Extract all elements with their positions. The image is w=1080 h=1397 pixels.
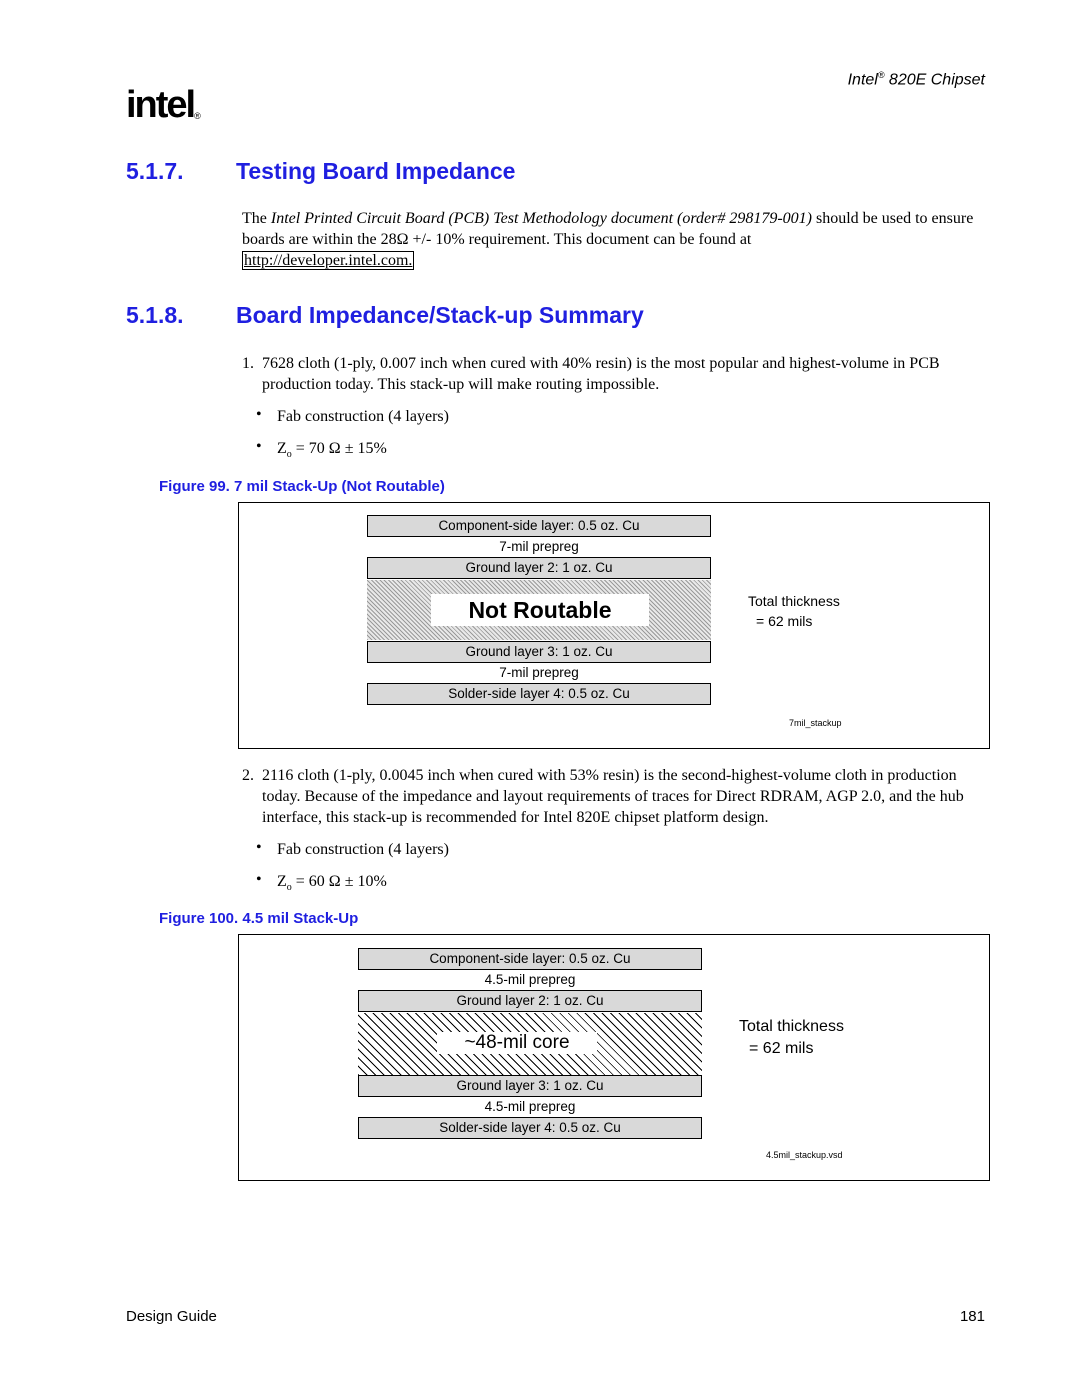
bullet-icon: • bbox=[256, 438, 262, 455]
footer-design-guide: Design Guide bbox=[126, 1308, 217, 1325]
prepreg-layer: 4.5-mil prepreg bbox=[484, 1099, 576, 1114]
total-thickness-label: Total thickness = 62 mils bbox=[739, 1018, 844, 1057]
section-heading-stackup-summary: 5.1.8. Board Impedance/Stack-up Summary bbox=[126, 302, 644, 328]
intel-logo: intel® bbox=[126, 84, 201, 126]
bullet-impedance: $Z_o = 60$ Ω ± 10% bbox=[277, 873, 387, 894]
list-item-1-text: 7628 cloth (1-ply, 0.007 inch when cured with 40% resin) is the most popular and highest-volume in PCB production today. This stack-up will make routing impossible. bbox=[262, 355, 940, 393]
layer-ground-2: Ground layer 2: 1 oz. Cu bbox=[367, 557, 711, 579]
core-label-48mil: ~48-mil core bbox=[437, 1032, 597, 1054]
prepreg-layer: 7-mil prepreg bbox=[499, 665, 579, 680]
developer-link[interactable]: http://developer.intel.com. bbox=[244, 252, 413, 269]
bullet-icon: • bbox=[256, 871, 262, 888]
document-product-header: Intel® 820E Chipset bbox=[847, 70, 985, 89]
list-number-1: 1. bbox=[242, 355, 254, 372]
layer-component-side: Component-side layer: 0.5 oz. Cu bbox=[367, 515, 711, 537]
prepreg-layer: 7-mil prepreg bbox=[499, 539, 579, 554]
prepreg-layer: 4.5-mil prepreg bbox=[484, 972, 576, 987]
bullet-icon: • bbox=[256, 839, 262, 856]
list-number-2: 2. bbox=[242, 767, 254, 784]
list-item-2-text: 2116 cloth (1-ply, 0.0045 inch when cured with 53% resin) is the second-highest-volume cloth in production today. Because of the impedance and layout requirements of traces for Direct RDRAM, AGP 2.0, and the hub interface, this stack-up is recommended for Intel 820E chipset platform design. bbox=[262, 767, 964, 826]
core-label-not-routable: Not Routable bbox=[431, 594, 649, 626]
total-thickness-label: Total thickness = 62 mils bbox=[748, 593, 840, 629]
layer-component-side: Component-side layer: 0.5 oz. Cu bbox=[358, 948, 702, 970]
page-number: 181 bbox=[959, 1308, 985, 1325]
layer-ground-3: Ground layer 3: 1 oz. Cu bbox=[367, 641, 711, 663]
figure-filename: 4.5mil_stackup.vsd bbox=[766, 1150, 843, 1160]
layer-ground-3: Ground layer 3: 1 oz. Cu bbox=[358, 1075, 702, 1097]
section-heading-testing-board-impedance: 5.1.7. Testing Board Impedance bbox=[126, 158, 516, 184]
bullet-impedance: $Z_o = 70$ Ω ± 15% bbox=[277, 440, 387, 461]
bullet-fab-construction: Fab construction (4 layers) bbox=[277, 408, 449, 425]
bullet-fab-construction: Fab construction (4 layers) bbox=[277, 841, 449, 858]
figure-99-caption: Figure 99. 7 mil Stack-Up (Not Routable) bbox=[159, 478, 445, 495]
figure-99-diagram bbox=[238, 502, 990, 749]
layer-solder-side: Solder-side layer 4: 0.5 oz. Cu bbox=[358, 1117, 702, 1139]
figure-100-diagram bbox=[238, 934, 990, 1181]
bullet-icon: • bbox=[256, 406, 262, 423]
layer-ground-2: Ground layer 2: 1 oz. Cu bbox=[358, 990, 702, 1012]
section-paragraph: The Intel Printed Circuit Board (PCB) Test Methodology document (order# 298179-001) should be used to ensure boards are within the 28Ω +/- 10% requirement. This document can be found at http://developer.intel.com. bbox=[242, 210, 974, 269]
figure-100-caption: Figure 100. 4.5 mil Stack-Up bbox=[159, 910, 359, 927]
figure-filename: 7mil_stackup bbox=[789, 718, 842, 728]
layer-solder-side: Solder-side layer 4: 0.5 oz. Cu bbox=[367, 683, 711, 705]
